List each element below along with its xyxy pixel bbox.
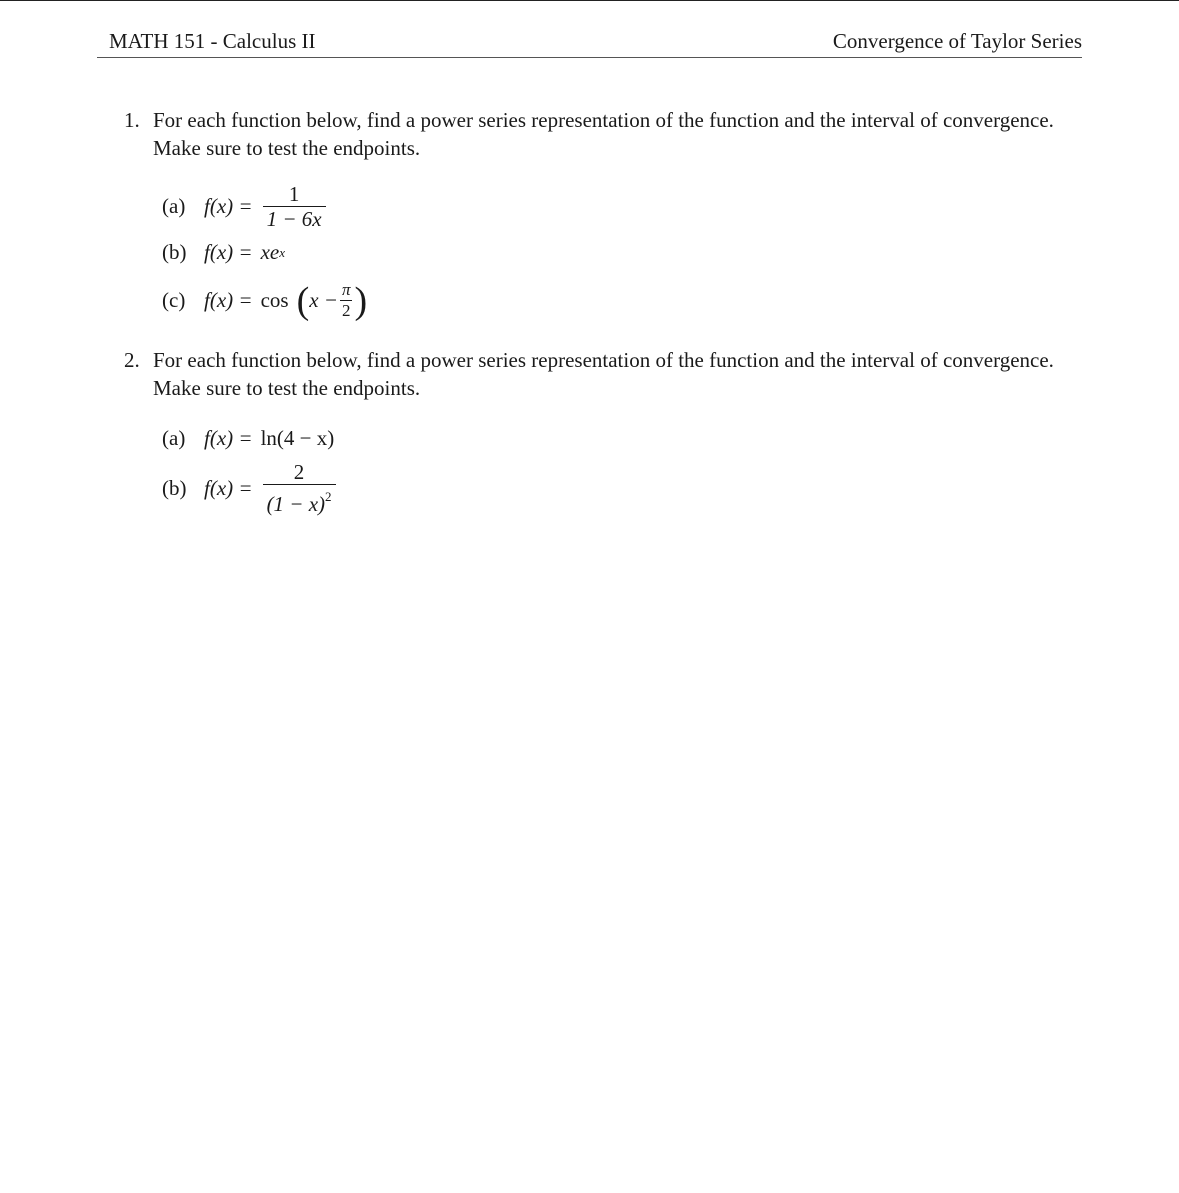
left-paren: ( bbox=[296, 279, 310, 322]
part-2a bbox=[162, 426, 334, 451]
problem-text: For each function below, find a power series representation of the function and the interval of convergence. Make sure to test the endpoints. bbox=[153, 348, 1054, 400]
fraction bbox=[340, 280, 353, 321]
expression-exponent: x bbox=[279, 244, 285, 260]
expression: ln(4 − x) bbox=[260, 426, 335, 450]
expression-base: xe bbox=[260, 240, 280, 264]
part-label: (a) bbox=[162, 194, 186, 218]
function-lhs: f(x) = bbox=[204, 426, 253, 450]
fraction-denominator bbox=[263, 484, 336, 516]
fraction-numerator: 1 bbox=[288, 182, 300, 206]
problem-number: 1. bbox=[124, 108, 140, 132]
inner-expression: x − bbox=[309, 288, 338, 312]
function-lhs: f(x) = bbox=[204, 240, 253, 264]
part-1c bbox=[162, 280, 367, 321]
part-1a bbox=[162, 182, 328, 231]
right-paren: ) bbox=[354, 279, 368, 322]
part-label: (b) bbox=[162, 475, 187, 500]
fraction-denominator: 1 − 6x bbox=[263, 206, 326, 231]
denominator-base: (1 − x) bbox=[266, 492, 326, 516]
problem-1 bbox=[124, 106, 1084, 162]
course-title: MATH 151 - Calculus II bbox=[109, 29, 316, 53]
denominator-exponent: 2 bbox=[325, 489, 332, 504]
function-lhs: f(x) = bbox=[204, 475, 253, 500]
part-label: (a) bbox=[162, 426, 186, 450]
part-2b bbox=[162, 460, 338, 516]
function-lhs: f(x) = bbox=[204, 194, 253, 218]
part-label: (c) bbox=[162, 288, 186, 312]
problem-number: 2. bbox=[124, 348, 140, 372]
section-title: Convergence of Taylor Series bbox=[832, 29, 1082, 53]
part-1b bbox=[162, 240, 285, 265]
function-name: cos bbox=[260, 288, 289, 312]
page-top-rule bbox=[0, 0, 1179, 1]
fraction-denominator: 2 bbox=[341, 301, 351, 320]
fraction-numerator: π bbox=[341, 280, 351, 299]
problem-2 bbox=[124, 346, 1084, 402]
fraction-numerator: 2 bbox=[293, 460, 305, 484]
page-header bbox=[97, 26, 1082, 58]
fraction bbox=[263, 182, 326, 231]
problem-text: For each function below, find a power series representation of the function and the interval of convergence. Make sure to test the endpoints. bbox=[153, 108, 1054, 160]
part-label: (b) bbox=[162, 240, 187, 264]
fraction bbox=[263, 460, 336, 516]
function-lhs: f(x) = bbox=[204, 288, 253, 312]
